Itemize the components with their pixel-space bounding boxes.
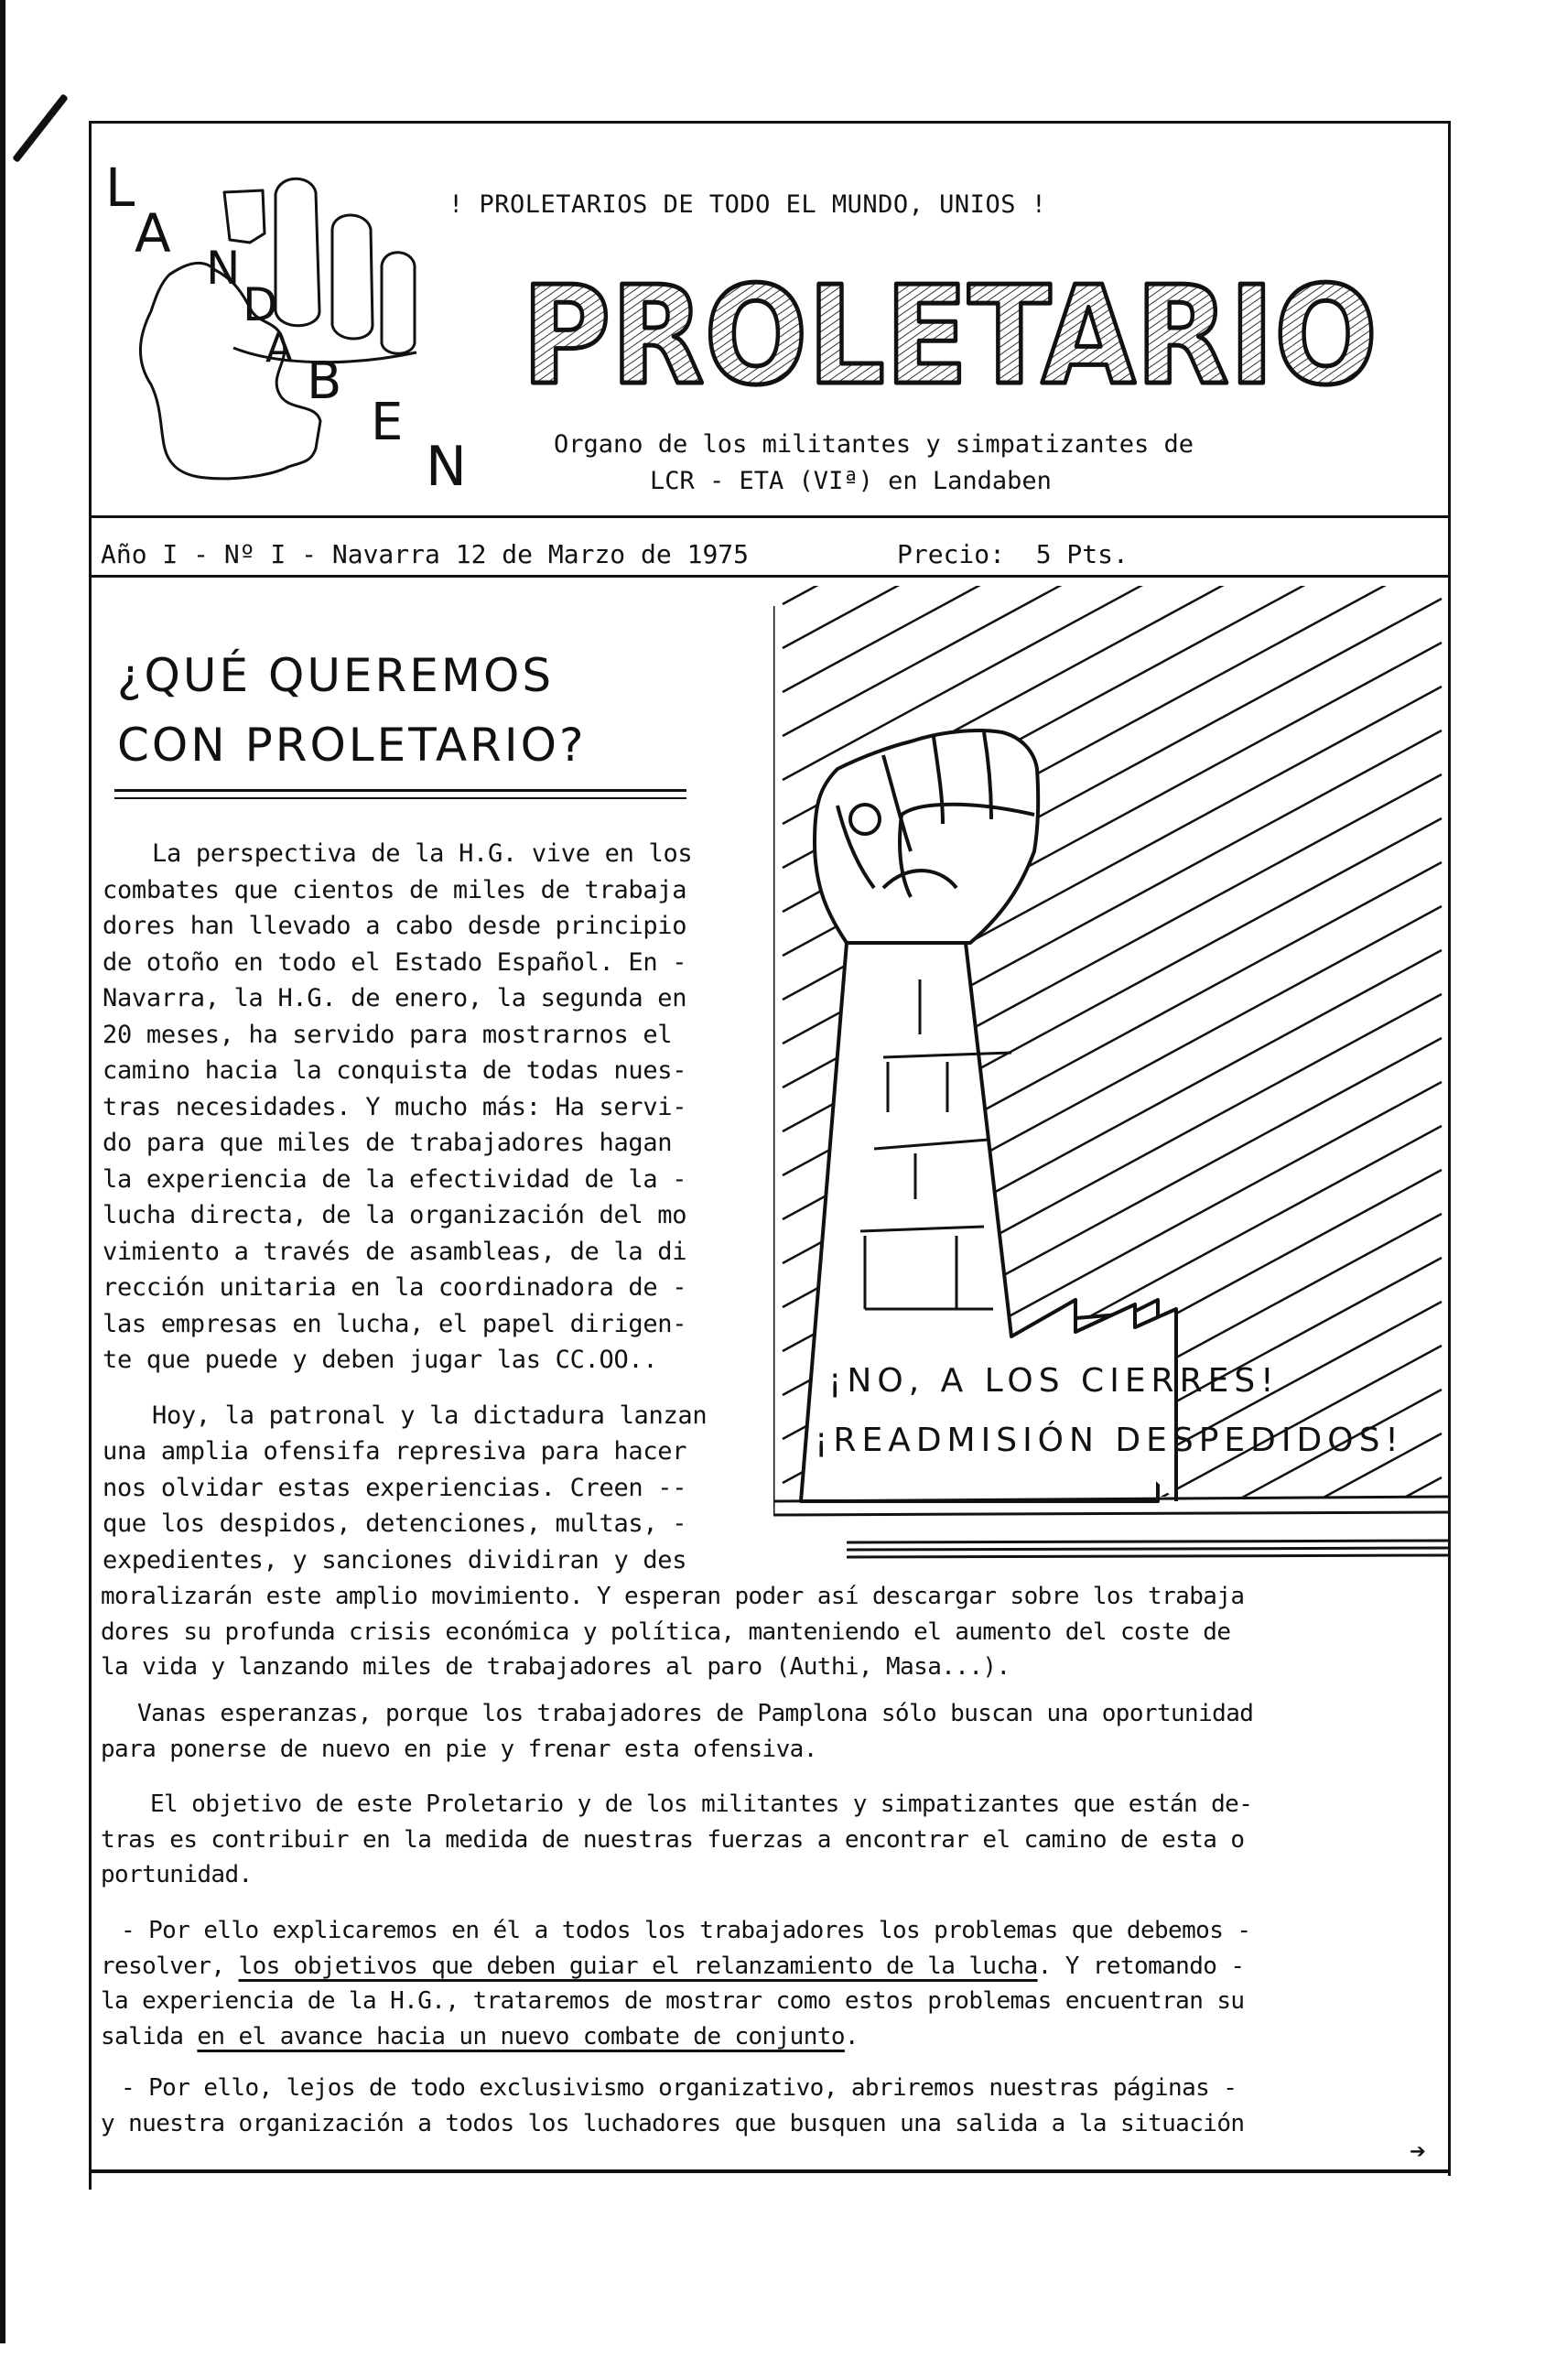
text-line: Navarra, la H.G. de enero, la segunda en: [103, 984, 687, 1012]
article-headline: [117, 641, 587, 780]
text-line: Hoy, la patronal y la dictadura lanzan: [152, 1401, 708, 1430]
page-frame-top: [89, 121, 1450, 124]
fist-factory-illustration: [773, 586, 1451, 1565]
text-line: nos olvidar estas experiencias. Creen --: [103, 1473, 687, 1502]
text-line: vimiento a través de asambleas, de la di: [103, 1237, 687, 1266]
landaben-fist-logo: [96, 137, 499, 503]
svg-text:N: N: [426, 435, 467, 499]
headline-line-2: CON PROLETARIO?: [117, 719, 587, 772]
text-fragment: .: [844, 2022, 859, 2050]
text-line: la experiencia de la efectividad de la -: [103, 1164, 687, 1194]
svg-text:E: E: [371, 393, 404, 452]
text-line: - Por ello, lejos de todo exclusivismo organizativo, abriremos nuestras páginas -: [121, 2074, 1237, 2102]
text-line: tras es contribuir en la medida de nuestras fuerzas a encontrar el camino de esta o: [101, 1825, 1245, 1854]
text-line: la experiencia de la H.G., trataremos de mostrar como estos problemas encuentran su: [101, 1987, 1245, 2015]
issue-rule: [89, 575, 1450, 578]
underlined-text: en el avance hacia un nuevo combate de conjunto: [197, 2022, 845, 2050]
text-line: do para que miles de trabajadores hagan: [103, 1129, 673, 1157]
ground-lines: [773, 1497, 1451, 1557]
text-line: tras necesidades. Y mucho más: Ha servi-: [103, 1092, 687, 1121]
svg-text:A: A: [135, 202, 171, 265]
issue-dateline: Año I - Nº I - Navarra 12 de Marzo de 1975: [101, 539, 750, 569]
masthead-subtitle-1: Organo de los militantes y simpatizantes de: [554, 430, 1194, 459]
text-line: de otoño en todo el Estado Español. En -: [103, 947, 687, 977]
landaben-letters: [105, 157, 467, 499]
text-line: una amplia ofensifa represiva para hacer: [103, 1437, 687, 1466]
text-line: La perspectiva de la H.G. vive en los: [152, 839, 693, 868]
column-paragraph-1: [103, 836, 771, 1379]
text-line: las empresas en lucha, el papel dirigen-: [103, 1309, 687, 1338]
page-frame-bottom: [92, 2169, 1451, 2173]
headline-line-1: ¿QUÉ QUEREMOS: [117, 649, 555, 702]
svg-text:N: N: [206, 242, 241, 295]
masthead-title-text: PROLETARIO: [522, 265, 1378, 403]
article-column: [103, 836, 771, 1578]
text-line: dores han llevado a cabo desde principio: [103, 912, 687, 940]
text-fragment: salida: [101, 2022, 198, 2050]
underlined-text: los objetivos que deben guiar el relanzamiento de la lucha: [238, 1952, 1038, 1980]
text-line: [101, 2019, 1451, 2055]
article-point-2: [101, 2071, 1451, 2141]
text-line: camino hacia la conquista de todas nues-: [103, 1056, 687, 1085]
text-fragment: resolver,: [101, 1952, 239, 1980]
article-point-1: [101, 1913, 1451, 2054]
issue-price: Precio: 5 Pts.: [897, 539, 1129, 569]
text-line: expedientes, y sanciones dividiran y des: [103, 1545, 687, 1574]
masthead-title: [513, 265, 1391, 403]
headline-rule: [114, 789, 686, 799]
text-line: Vanas esperanzas, porque los trabajadores de Pamplona sólo buscan una oportunidad: [137, 1700, 1254, 1727]
masthead-subtitle-2: LCR - ETA (VIª) en Landaben: [650, 467, 1052, 495]
text-line: y nuestra organización a todos los luchadores que busquen una salida a la situación: [101, 2109, 1245, 2137]
masthead-rule: [89, 515, 1450, 518]
svg-text:D: D: [243, 278, 278, 331]
text-fragment: . Y retomando -: [1037, 1952, 1245, 1980]
text-line: combates que cientos de miles de trabaja: [103, 875, 687, 904]
svg-text:A: A: [265, 325, 294, 372]
text-line: rección unitaria en la coordinadora de -: [103, 1273, 687, 1302]
text-line: que los despidos, detenciones, multas, -: [103, 1509, 687, 1538]
slogan-line-1: ¡NO, A LOS CIERRES!: [828, 1362, 1280, 1400]
text-line: [101, 1949, 1451, 1985]
slogan-line-2: ¡READMISIÓN DESPEDIDOS!: [815, 1422, 1404, 1459]
text-line: lucha directa, de la organización del mo: [103, 1201, 687, 1229]
article-wide-paragraph-1: [101, 1579, 1451, 1685]
arrow-right-icon: ➔: [1410, 2136, 1427, 2168]
text-line: portunidad.: [101, 1861, 253, 1888]
page-frame-left: [89, 121, 92, 2190]
scan-edge: [0, 0, 5, 2343]
masthead-motto: ! PROLETARIOS DE TODO EL MUNDO, UNIOS !: [448, 190, 1047, 219]
text-line: la vida y lanzando miles de trabajadores al paro (Authi, Masa...).: [101, 1653, 1010, 1681]
text-line: dores su profunda crisis económica y política, manteniendo el aumento del coste de: [101, 1617, 1231, 1646]
text-line: moralizarán este amplio movimiento. Y esperan poder así descargar sobre los trabaja: [101, 1583, 1245, 1610]
text-line: para ponerse de nuevo en pie y frenar esta ofensiva.: [101, 1735, 817, 1763]
article-wide-paragraph-3: [101, 1787, 1451, 1893]
svg-text:L: L: [105, 157, 135, 219]
column-paragraph-2: [103, 1398, 771, 1579]
text-line: El objetivo de este Proletario y de los militantes y simpatizantes que están de-: [150, 1790, 1253, 1818]
text-line: te que puede y deben jugar las CC.OO..: [103, 1346, 658, 1374]
text-line: 20 meses, ha servido para mostrarnos el: [103, 1020, 673, 1049]
article-wide-paragraph-2: [101, 1696, 1451, 1767]
svg-text:B: B: [307, 352, 342, 411]
text-line: - Por ello explicaremos en él a todos los trabajadores los problemas que debemos -: [121, 1917, 1251, 1944]
pen-mark: [12, 93, 69, 163]
